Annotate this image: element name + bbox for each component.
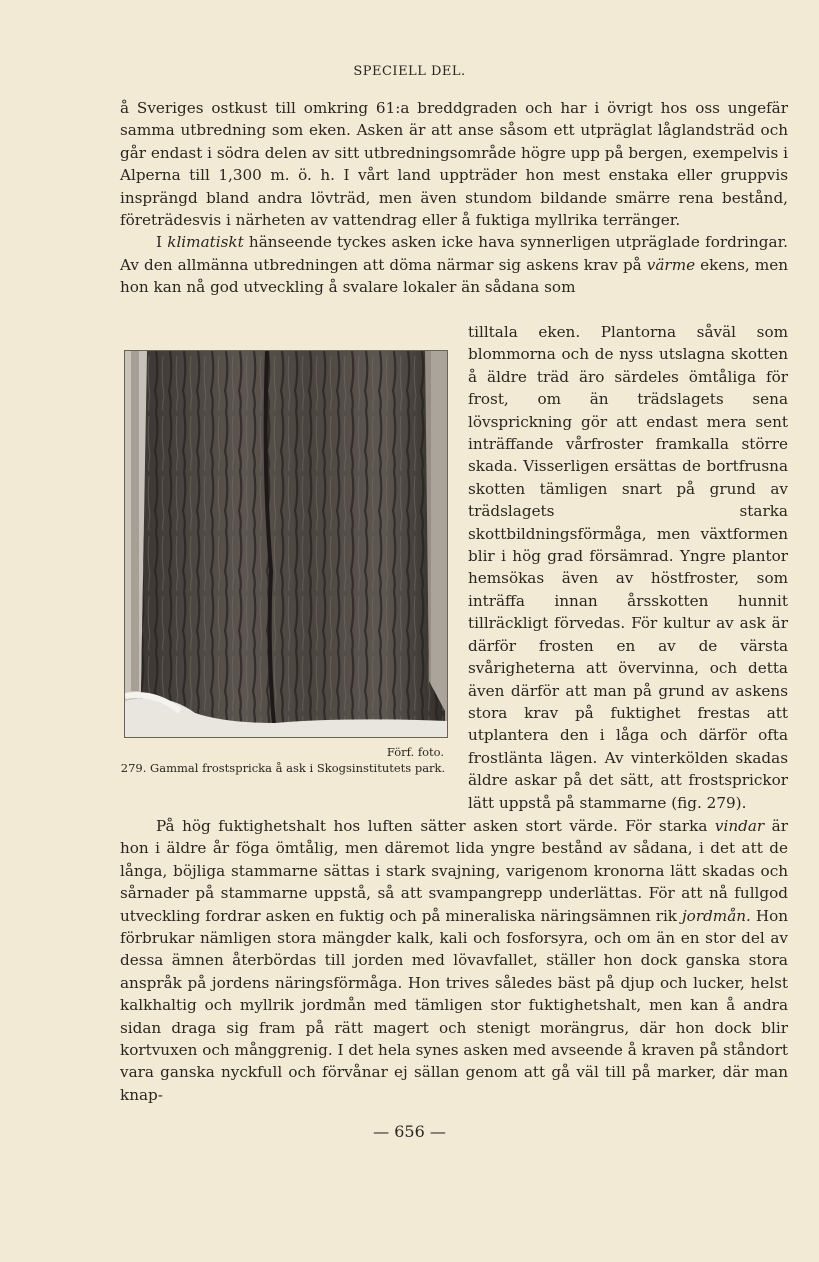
paragraph-2 <box>120 231 788 298</box>
term-vindar: vindar <box>714 817 765 835</box>
running-header: SPECIELL DEL. <box>353 64 466 79</box>
body-text-bottom <box>120 815 788 1106</box>
caption-text: 279. Gammal frostspricka å ask i Skogsinstitutets park. <box>120 761 446 775</box>
para2-lead: I <box>156 233 168 252</box>
tree-trunk-photo <box>124 350 448 738</box>
term-jordman: jordmån. <box>681 906 751 925</box>
para2-text2: ekens, men hon kan nå god utveckling å svalare lokaler än sådana som <box>120 255 788 297</box>
paragraph-2-continued: tilltala eken. Plantorna såväl som blommorna och de nyss utslagna skotten å äldre träd äro särdeles ömtåliga för frost, om än trädslagets sena lövsprickning gör att endast mera sent inträffande vårfroster framkalla större skada. Visserligen ersättas de bortfrusna skotten tämligen snart på grund av trädslagets starka skottbildningsförmåga, men växtformen blir i hög grad försämrad. Yngre plantor hemsökas även av höstfroster, som inträffa innan årsskotten hunnit tillräckligt förvedas. För kultur av ask är därför frosten en av de värsta svårigheterna att övervinna, och detta även därför att man på grund av askens stora krav på fuktighet frestas att utplantera den i låga och därför ofta frostlänta lägen. Av vinterkölden skadas äldre askar på det sätt, att frostsprickor lätt uppstå på stammarne (fig. 279). <box>468 323 788 812</box>
para3-text3: Hon förbrukar nämligen stora mängder kalk, kali och fosforsyra, och om än en stor del av dessa ämnen återbördas till jorden med lövavfallet, ställer hon dock ganska stora anspråk på jordens näringsförmåga. Hon trives således bäst på djup och lucker, helst kalkhaltig och myllrik jordmån med tämligen stor fuktighetshalt, men kan å andra sidan draga sig fram på rätt magert och stenigt morängrus, där hon dock blir kortvuxen och månggrenig. I det hela synes asken med avseende å kraven på ståndort vara ganska nyckfull och förvånar ej sällan genom att gå väl till på marker, där man knap- <box>120 906 788 1104</box>
para3-text2: är hon i äldre år föga ömtålig, men däremot lida yngre bestånd av sådana, i det att de långa, böjliga stammarne sättas i stark svajning, varigenom kronorna lätt skadas och sårnader på stammarne uppstå, så att svampangrepp underlättas. För att nå fullgod utveckling fordrar asken en fuktig och på mineraliska näringsämnen rik <box>120 817 788 925</box>
paragraph-1: å Sveriges ostkust till omkring 61:a breddgraden och har i övrigt hos oss ungefär samma utbredning som eken. Asken är att anse såsom ett utpräglat låglandsträd och går endast i södra delen av sitt utbredningsområde högre upp på bergen, exempelvis i Alperna till 1,300 m. ö. h. I vårt land uppträder hon mest enstaka eller gruppvis insprängd bland andra lövträd, men även stundom bildande smärre rena bestånd, företrädesvis i närheten av vattendrag eller å fuktiga myllrika terränger. <box>120 99 788 230</box>
para2-text1: hänseende tyckes asken icke hava synnerligen utpräglade fordringar. Av den allmänna utbredningen att döma närmar sig askens krav på <box>120 233 788 274</box>
term-klimatiskt: klimatiskt <box>167 233 244 252</box>
paragraph-3 <box>120 815 788 1106</box>
term-varme: värme <box>646 255 696 274</box>
page-number: — 656 — <box>373 1122 446 1141</box>
figure-caption <box>118 744 448 776</box>
body-text-top <box>120 97 788 299</box>
photo-credit: Förf. foto. <box>386 745 444 759</box>
para3-text1: På hög fuktighetshalt hos luften sätter asken stort värde. För starka <box>156 817 715 835</box>
photo-illustration <box>125 351 447 737</box>
